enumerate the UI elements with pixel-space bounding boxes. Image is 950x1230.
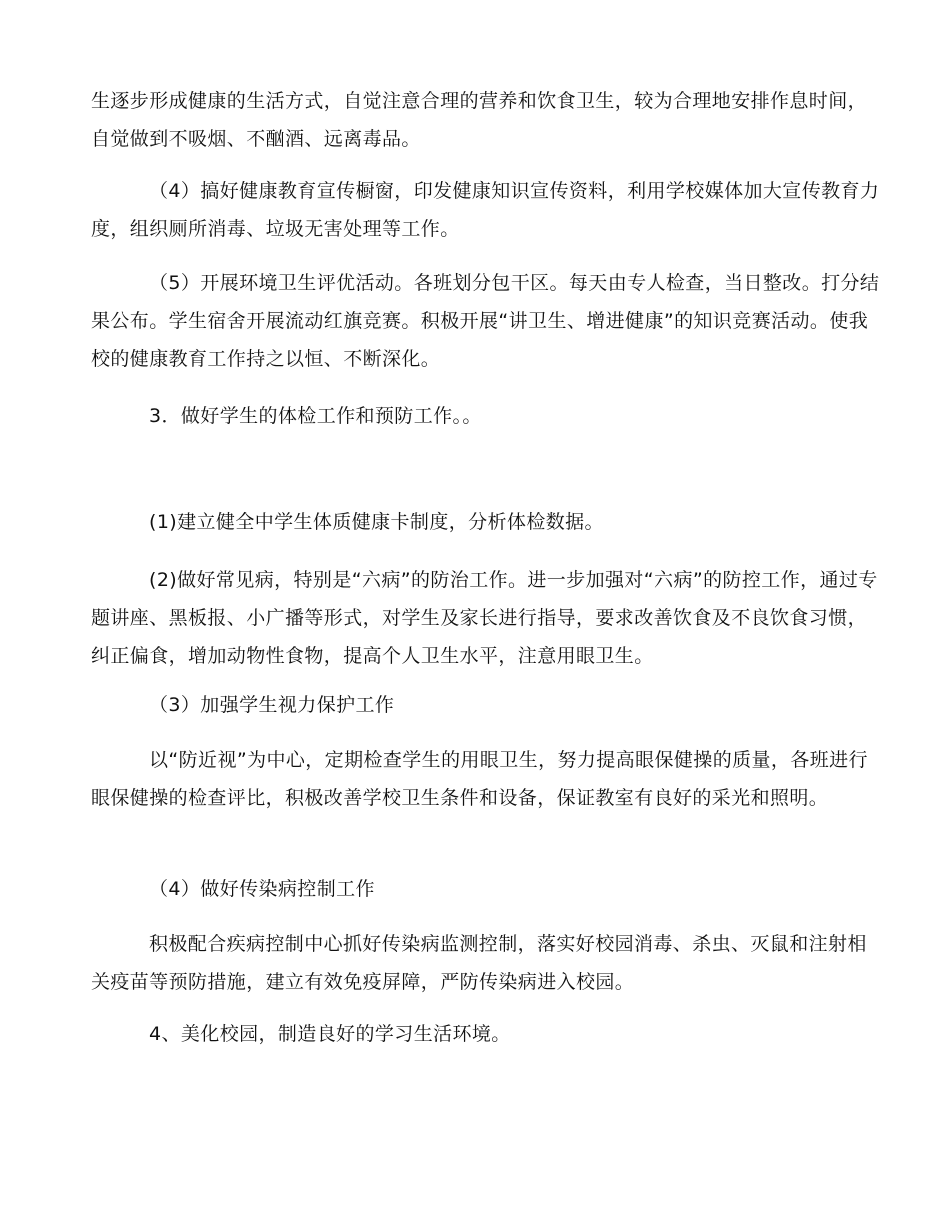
paragraph-item-4-infection-heading: （4）做好传染病控制工作 — [149, 878, 375, 900]
paragraph-item-1-health-card: (1)建立健全中学生体质健康卡制度，分析体检数据。 — [149, 511, 604, 533]
paragraph-healthy-lifestyle: 生逐步形成健康的生活方式，自觉注意合理的营养和饮食卫生，较为合理地安排作息时间，自觉做到不吸烟、不酗酒、远离毒品。 — [91, 90, 868, 150]
paragraph-vision-details: 以“防近视”为中心，定期检查学生的用眼卫生，努力提高眼保健操的质量，各班进行眼保健操的检查评比，积极改善学校卫生条件和设备，保证教室有良好的采光和照明。 — [91, 749, 868, 809]
paragraph-item-3-vision-heading: （3）加强学生视力保护工作 — [149, 694, 395, 716]
paragraph-infection-details: 积极配合疾病控制中心抓好传染病监测控制，落实好校园消毒、杀虫、灭鼠和注射相关疫苗等预防措施，建立有效免疫屏障，严防传染病进入校园。 — [91, 933, 867, 993]
section-heading-4-campus: 4、美化校园，制造良好的学习生活环境。 — [149, 1023, 511, 1045]
paragraph-item-4-publicity: （4）搞好健康教育宣传橱窗，印发健康知识宣传资料，利用学校媒体加大宣传教育力度，组织厕所消毒、垃圾无害处理等工作。 — [91, 180, 880, 240]
section-heading-3-physical-exam: 3．做好学生的体检工作和预防工作。。 — [149, 405, 482, 427]
paragraph-item-5-environment: （5）开展环境卫生评优活动。各班划分包干区。每天由专人检查，当日整改。打分结果公布。学生宿舍开展流动红旗竞赛。积极开展“讲卫生、增进健康”的知识竞赛活动。使我校的健康教育工作持之以恒、不断深化。 — [91, 272, 880, 370]
paragraph-item-2-six-diseases: (2)做好常见病，特别是“六病”的防治工作。进一步加强对“六病”的防控工作，通过专题讲座、黑板报、小广播等形式，对学生及家长进行指导，要求改善饮食及不良饮食习惯，纠正偏食，增加动物性食物，提高个人卫生水平，注意用眼卫生。 — [91, 569, 878, 667]
